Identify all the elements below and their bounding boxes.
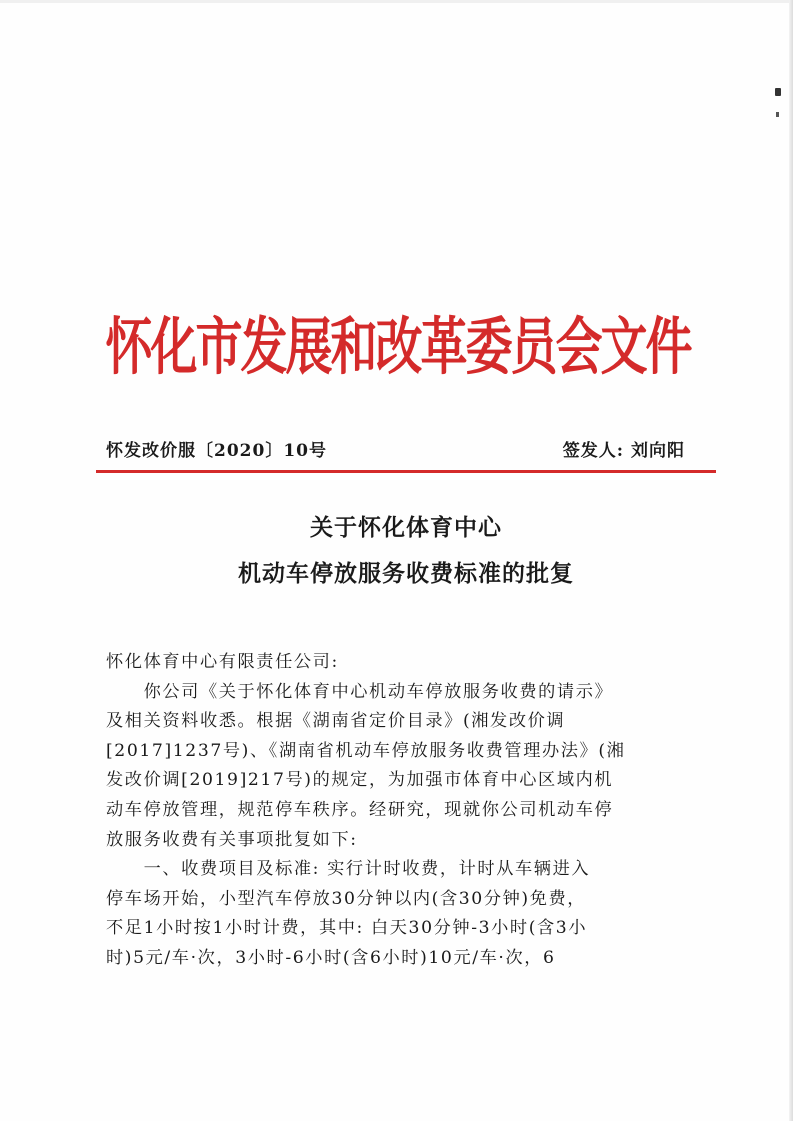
document-title [96,505,716,597]
body-line: 停车场开始，小型汽车停放30分钟以内(含30分钟)免费， [106,888,587,909]
body-line: 放服务收费有关事项批复如下: [106,829,358,850]
body-line: 发改价调[2019]217号)的规定，为加强市体育中心区域内机 [106,770,614,791]
body-line: 一、收费项目及标准: 实行计时收费，计时从车辆进入 [106,859,591,880]
body-line: 及相关资料收悉。根据《湖南省定价目录》(湘发改价调 [106,711,566,732]
body-line: 你公司《关于怀化体育中心机动车停放服务收费的请示》 [106,681,614,702]
issuer-signature-line: 签发人: 刘向阳 [562,441,685,461]
document-body [106,648,696,974]
scan-artifact [776,112,779,117]
recipient-line: 怀化体育中心有限责任公司: [106,652,339,672]
document-title-line: 机动车停放服务收费标准的批复 [238,560,574,587]
scan-artifact [775,88,781,96]
body-line: [2017]1237号)、《湖南省机动车停放服务收费管理办法》(湘 [106,740,626,761]
red-header-title: 怀化市发展和改革委员会文件 [105,311,691,384]
body-line: 不足1小时按1小时计费，其中: 白天30分钟-3小时(含3小 [106,918,588,939]
scan-edge-right [789,0,793,1121]
scan-edge-top [0,0,793,3]
body-line: 时)5元/车·次，3小时-6小时(含6小时)10元/车·次，6 [106,947,556,968]
red-separator-line [96,470,716,473]
body-line: 动车停放管理，规范停车秩序。经研究，现就你公司机动车停 [106,799,614,820]
document-title-line: 关于怀化体育中心 [310,514,502,541]
document-number: 怀发改价服〔2020〕10号 [106,441,327,461]
